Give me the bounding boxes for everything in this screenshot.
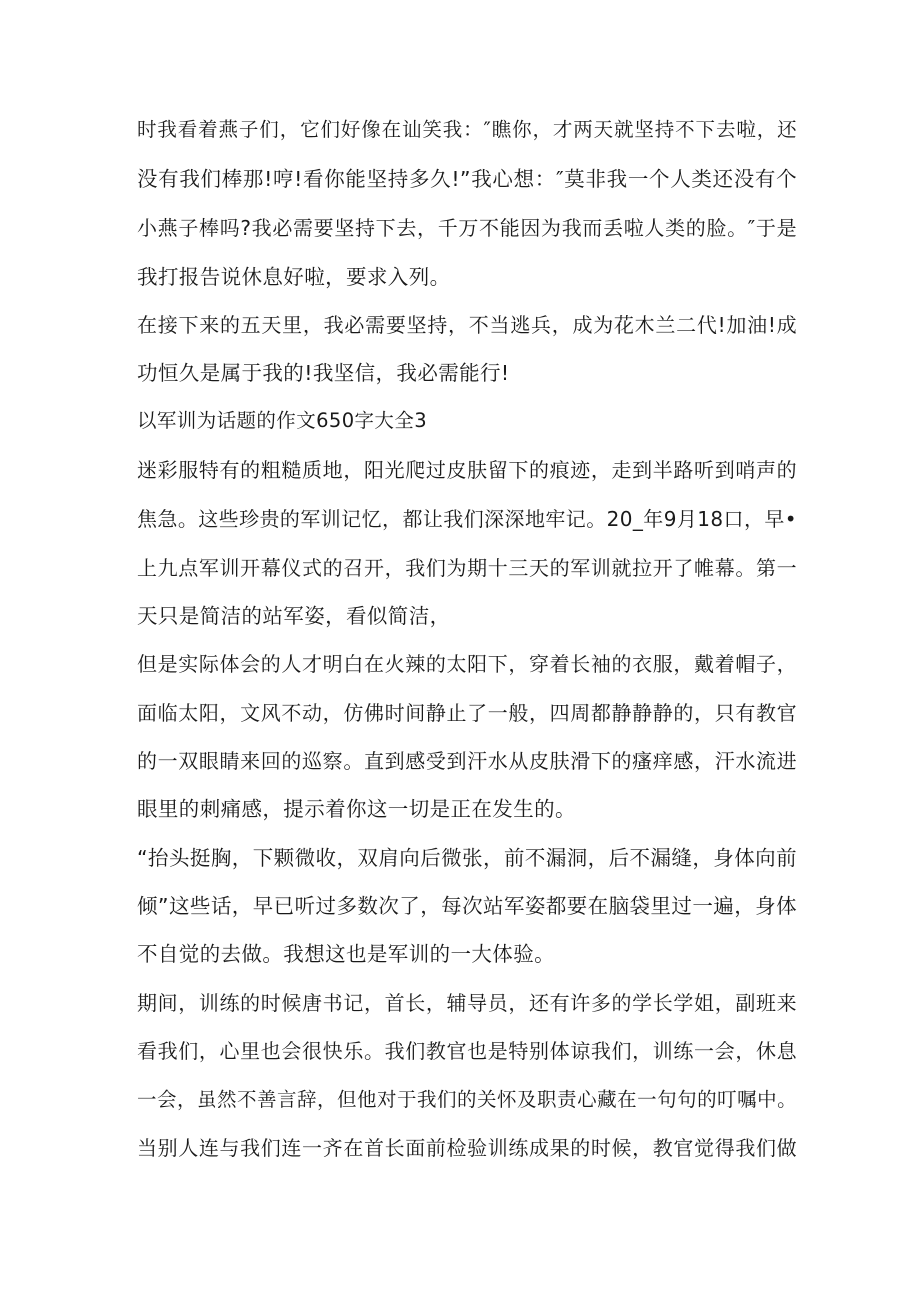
text-line: 但是实际体会的人才明白在火辣的太阳下，穿着长袖的衣服，戴着帽子，	[137, 652, 797, 676]
text-line: 看我们，心里也会很快乐。我们教官也是特别体谅我们，训练一会，休息	[137, 1039, 797, 1063]
section-heading: 以军训为话题的作文650字大全3	[137, 409, 428, 432]
text-line: 不自觉的去做。我想这也是军训的一大体验。	[137, 942, 555, 966]
text-line: 期间，训练的时候唐书记，首长，辅导员，还有许多的学长学姐，副班来	[137, 991, 797, 1015]
text-line: 没有我们棒那!哼!看你能坚持多久!”我心想：″莫非我一个人类还没有个	[137, 167, 797, 191]
text-line: 焦急。这些珍贵的军训记忆，都让我们深深地牢记。20_年9月18口，早•	[137, 507, 797, 531]
text-line: 迷彩服特有的粗糙质地，阳光爬过皮肤留下的痕迹，走到半路听到哨声的	[137, 458, 797, 482]
text-line: “抬头挺胸，下颗微收，双肩向后微张，前不漏洞，后不漏缝，身体向前	[137, 846, 797, 870]
text-line: 功恒久是属于我的!我坚信，我必需能行!	[137, 361, 510, 385]
text-line: 上九点军训开幕仪式的召开，我们为期十三天的军训就拉开了帷幕。第一	[137, 556, 797, 580]
text-line: 的一双眼睛来回的巡察。直到感受到汗水从皮肤滑下的瘙痒感，汗水流进	[137, 749, 797, 773]
text-line: 一会，虽然不善言辞，但他对于我们的关怀及职责心藏在一句句的叮嘱中。	[137, 1088, 797, 1111]
text-line: 在接下来的五天里，我必需要坚持，不当逃兵，成为花木兰二代!加油!成	[137, 313, 797, 337]
text-line: 面临太阳，文风不动，仿佛时间静止了一般，四周都静静静的，只有教官	[137, 701, 797, 725]
text-line: 天只是简洁的站军姿，看似简洁，	[137, 604, 451, 628]
text-line: 倾”这些话，早已听过多数次了，每次站军姿都要在脑袋里过一遍，身体	[137, 894, 797, 918]
text-line: 时我看着燕子们，它们好像在讪笑我：″瞧你，才两天就坚持不下去啦，还	[137, 118, 797, 141]
text-line: 眼里的刺痛感，提示着你这一切是正在发生的。	[137, 797, 576, 821]
text-line: 当别人连与我们连一齐在首长面前检验训练成果的时候，教官觉得我们做	[137, 1136, 797, 1160]
text-line: 小燕子棒吗?我必需要坚持下去，千万不能因为我而丢啦人类的脸。″于是	[137, 216, 797, 240]
text-line: 我打报告说休息好啦，要求入列。	[137, 265, 451, 289]
